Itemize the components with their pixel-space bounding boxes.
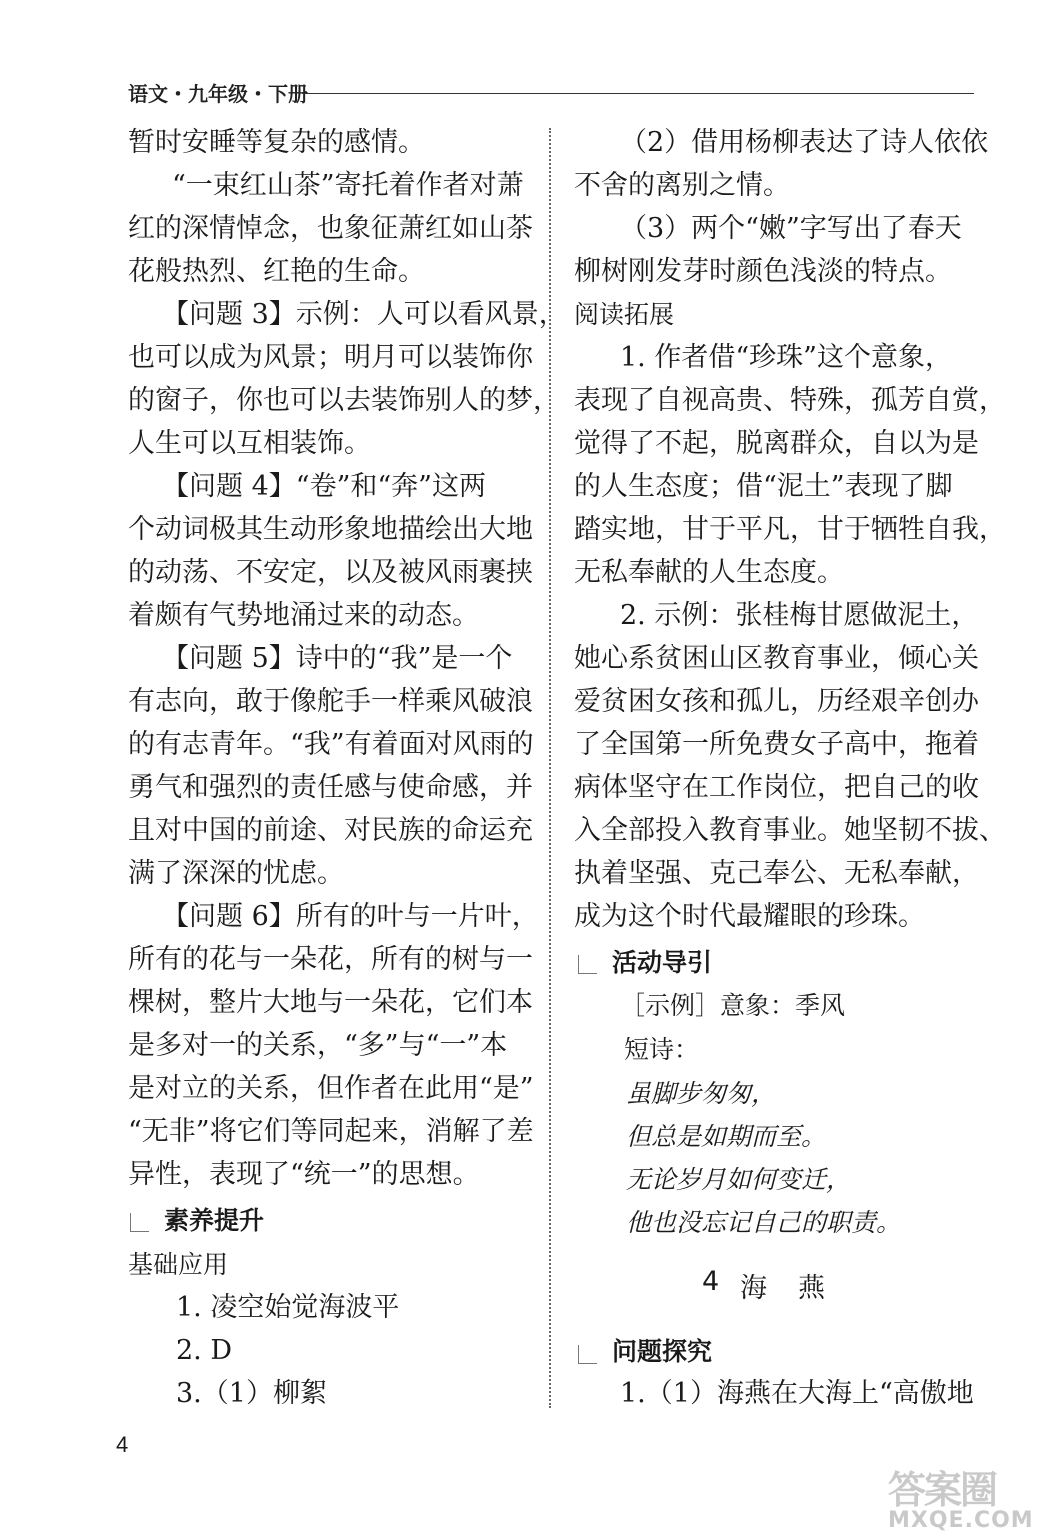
text-line: 爱贫困女孩和孤儿，历经艰辛创办 xyxy=(574,686,979,717)
text-line: 她心系贫困山区教育事业，倾心关 xyxy=(574,643,979,674)
poem-label: 短诗： xyxy=(624,1035,700,1064)
text-line: 的窗子，你也可以去装饰别人的梦， xyxy=(128,385,560,416)
text-line: 1. 作者借“珍珠”这个意象， xyxy=(620,342,952,373)
answer-line: 3.（1）柳絮 xyxy=(176,1378,327,1409)
text-line: 【问题 4】“卷”和“奔”这两 xyxy=(162,471,486,502)
section-marker-icon xyxy=(578,955,597,974)
answer-line: 2. D xyxy=(176,1335,232,1366)
text-line: 1.（1）海燕在大海上“高傲地 xyxy=(620,1378,974,1409)
watermark-url: MXQE.COM xyxy=(888,1508,1034,1533)
section-marker-icon xyxy=(130,1213,149,1232)
poem-line: 但总是如期而至。 xyxy=(626,1122,827,1151)
text-line: 柳树刚发芽时颜色浅淡的特点。 xyxy=(574,256,952,287)
text-line: 所有的花与一朵花，所有的树与一 xyxy=(128,944,533,975)
text-line: 成为这个时代最耀眼的珍珠。 xyxy=(574,901,925,932)
poem-line: 虽脚步匆匆， xyxy=(626,1079,777,1108)
running-header: 语文・九年级・下册 xyxy=(128,82,308,106)
text-line: 觉得了不起，脱离群众，自以为是 xyxy=(574,428,979,459)
example-line: ［示例］意象：季风 xyxy=(620,991,846,1020)
text-line: 花般热烈、红艳的生命。 xyxy=(128,256,425,287)
text-line: 勇气和强烈的责任感与使命感，并 xyxy=(128,772,533,803)
text-line: 的动荡、不安定，以及被风雨裹挟 xyxy=(128,557,533,588)
text-line: 执着坚强、克己奉公、无私奉献， xyxy=(574,858,979,889)
watermark xyxy=(888,1468,1038,1533)
text-line: 暂时安睡等复杂的感情。 xyxy=(128,127,425,158)
chapter-number: 4 xyxy=(702,1266,722,1297)
page-number: 4 xyxy=(116,1432,129,1457)
text-line: “无非”将它们等同起来，消解了差 xyxy=(128,1116,534,1147)
text-line: 异性，表现了“统一”的思想。 xyxy=(128,1159,480,1190)
text-line: 【问题 6】所有的叶与一片叶， xyxy=(162,901,539,932)
subsection-title: 阅读拓展 xyxy=(574,300,675,329)
section-title: 问题探究 xyxy=(612,1337,713,1366)
section-title: 素养提升 xyxy=(164,1206,265,1235)
section-title: 活动导引 xyxy=(612,948,713,977)
section-marker-icon xyxy=(578,1345,597,1364)
text-line: 有志向，敢于像舵手一样乘风破浪 xyxy=(128,686,533,717)
subsection-title: 基础应用 xyxy=(128,1250,229,1279)
answer-line: 1. 凌空始觉海波平 xyxy=(176,1292,400,1323)
text-line: 踏实地，甘于平凡，甘于牺牲自我， xyxy=(574,514,1006,545)
text-line: 不舍的离别之情。 xyxy=(574,170,790,201)
text-line: 入全部投入教育事业。她坚韧不拔、 xyxy=(574,815,1006,846)
text-line: 的有志青年。“我”有着面对风雨的 xyxy=(128,729,534,760)
text-line: 满了深深的忧虑。 xyxy=(128,858,344,889)
text-line: 无私奉献的人生态度。 xyxy=(574,557,844,588)
text-line: 是对立的关系，但作者在此用“是” xyxy=(128,1073,534,1104)
text-line: 【问题 3】示例：人可以看风景， xyxy=(162,299,566,330)
text-line: 的人生态度；借“泥土”表现了脚 xyxy=(574,471,953,502)
watermark-text: 答案圈 xyxy=(888,1468,997,1512)
text-line: 表现了自视高贵、特殊，孤芳自赏， xyxy=(574,385,1006,416)
text-line: 病体坚守在工作岗位，把自己的收 xyxy=(574,772,979,803)
text-line: （3）两个“嫩”字写出了春天 xyxy=(620,213,962,244)
text-line: 着颇有气势地涌过来的动态。 xyxy=(128,600,479,631)
text-line: 人生可以互相装饰。 xyxy=(128,428,371,459)
text-line: 且对中国的前途、对民族的命运充 xyxy=(128,815,533,846)
poem-line: 无论岁月如何变迁， xyxy=(626,1165,852,1194)
text-line: 了全国第一所免费女子高中，拖着 xyxy=(574,729,979,760)
text-line: 也可以成为风景；明月可以装饰你 xyxy=(128,342,533,373)
text-line: 棵树，整片大地与一朵花，它们本 xyxy=(128,987,533,1018)
text-line: （2）借用杨柳表达了诗人依依 xyxy=(620,127,989,158)
text-line: 【问题 5】诗中的“我”是一个 xyxy=(162,643,513,674)
chapter-title: 海 燕 xyxy=(740,1273,827,1304)
text-line: 红的深情悼念，也象征萧红如山茶 xyxy=(128,213,533,244)
header-rule xyxy=(302,93,974,94)
text-line: 2. 示例：张桂梅甘愿做泥土， xyxy=(620,600,979,631)
text-line: 是多对一的关系，“多”与“一”本 xyxy=(128,1030,508,1061)
poem-line: 他也没忘记自己的职责。 xyxy=(626,1208,902,1237)
text-line: “一束红山茶”寄托着作者对萧 xyxy=(172,170,524,201)
text-line: 个动词极其生动形象地描绘出大地 xyxy=(128,514,533,545)
